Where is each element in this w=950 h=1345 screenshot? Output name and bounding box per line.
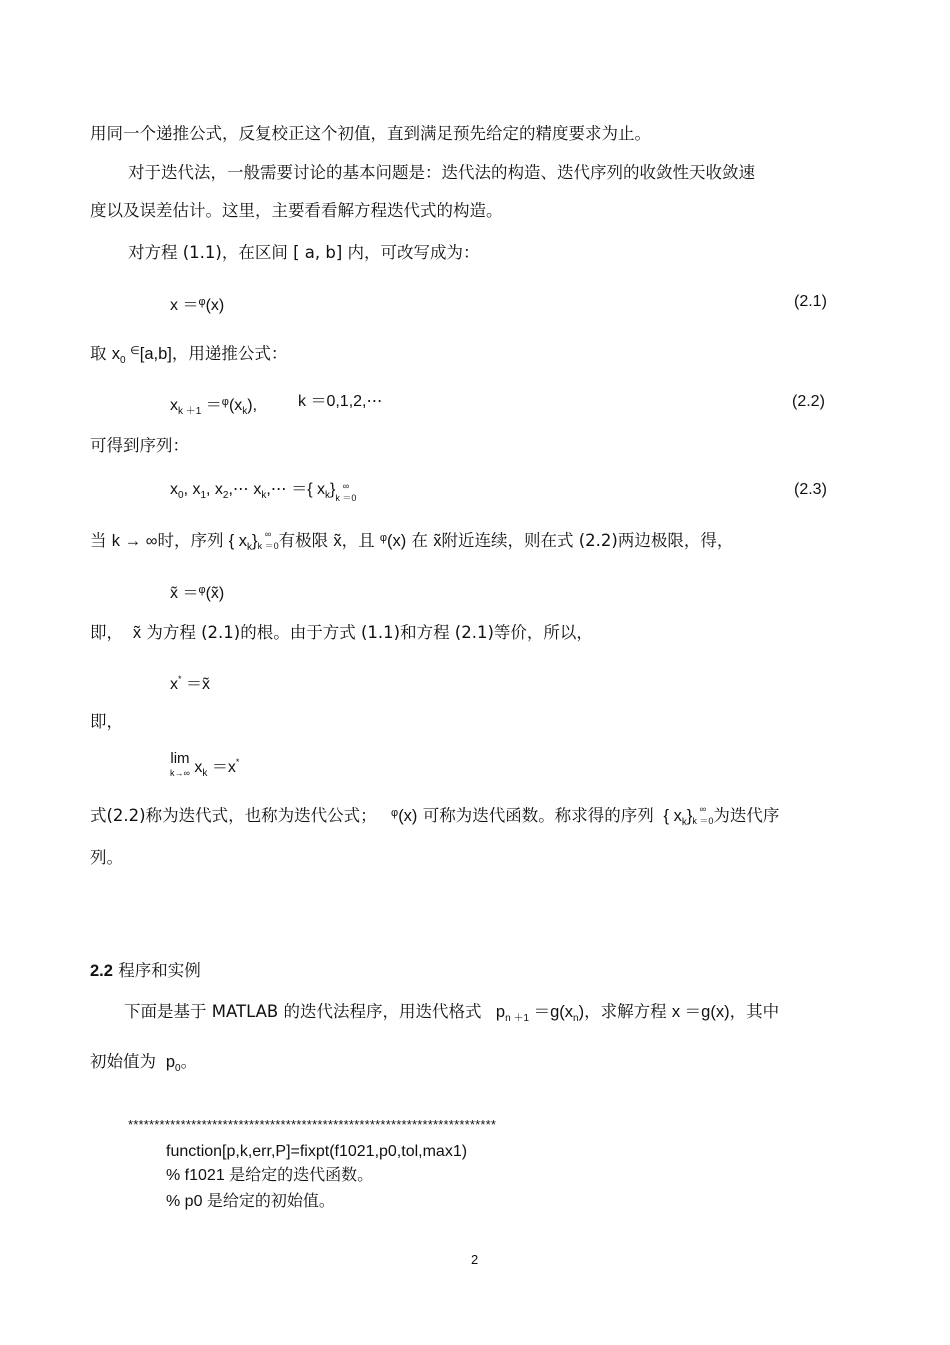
equation-2-3: $x_0$, $x_1$, $x_2,\cdots$ $x_k,\cdots$ ＝{ $x_k$} ∞ k ＝0 [170,481,357,503]
intro-d: 初始值为 [90,1052,156,1071]
section-number: 2.2 [90,962,113,980]
section-heading [90,961,201,981]
def-mid: 可称为迭代函数。称求得的序列 [422,806,654,825]
equation-number: (2.1) [794,293,827,310]
def-prefix: 式(2.2)称为迭代式，也称为迭代公式； [90,806,377,825]
paragraph-line: 对于迭代法，一般需要讨论的基本问题是：迭代法的构造、迭代序列的收敛性天收敛速 [128,163,755,182]
paragraph-line: 即， [90,712,123,731]
when-mid1: 时，序列 [157,531,224,550]
paragraph-line: 对方程 (1.1)，在区间 [ a, b] 内，可改写成为： [128,243,480,262]
limit-statement: 当 k → ∞时，序列 { $x_k$} ∞ k ＝0 有极限 x̃，且 $^\varphi$(x) 在 x̃附近连续，则在式 (2.2)两边极限，得， [90,529,734,553]
paragraph-line: 可得到序列： [90,436,189,455]
equation-number: (2.2) [792,393,825,410]
code-line: % p0 是给定的初始值。 [166,1193,335,1210]
when-mid4: 在 [411,531,428,550]
when-mid2: 有极限 [278,531,329,550]
initial-value-line: 初始值为 $p_0$。 [90,1052,198,1074]
code-line: % f1021 是给定的迭代函数。 [166,1167,374,1184]
paragraph-line: 列。 [90,848,123,867]
page-number: 2 [471,1252,479,1267]
equation-2-1: x ＝$^\varphi$(x) [170,296,225,314]
intro-c: ，其中 [729,1002,780,1021]
intro-b: ，求解方程 [584,1002,667,1021]
code-line: function[p,k,err,P]=fixpt(f1021,p0,tol,max1) [166,1143,468,1160]
take-x0-line: 取 $x_0$ ∈[a,b]，用递推公式： [90,344,288,366]
root-statement: 即， x̃ 为方程 (2.1)的根。由于方式 (1.1)和方程 (2.1)等价，所以， [90,623,593,642]
take-suffix: ，用递推公式： [171,344,288,363]
code-separator: ********************************************************************** [128,1117,497,1132]
section-title: 程序和实例 [118,961,201,980]
equation-2-2: $x_{k +1} =^\varphi(x_k)$, [170,396,258,417]
paragraph-line: 度以及误差估计。这里，主要看看解方程迭代式的构造。 [90,201,503,220]
when-mid3: ，且 [341,531,375,550]
equation-number: (2.3) [794,481,827,498]
def-suffix: 为迭代序 [713,806,780,825]
intro-a: 下面是基于 MATLAB 的迭代法程序，用迭代格式 [124,1002,482,1021]
when-suffix: 附近连续，则在式 (2.2)两边极限，得， [441,531,734,550]
limit-equation: lim k→∞ $x_k =x^*$ [170,750,240,779]
paragraph-line: 用同一个递推公式，反复校正这个初值，直到满足预先给定的精度要求为止。 [90,124,651,143]
k-range: k ＝0,1,2,⋯ [298,393,383,410]
definition-line: 式(2.2)称为迭代式，也称为迭代公式； $^\varphi$(x) 可称为迭代函数。称求得的序列 { $x_k$} ∞ k ＝0 为迭代序 [90,804,780,828]
fixed-point-equation: x̃ ＝$^\varphi$(x̃) [170,584,225,602]
ie1-prefix: 即， [90,623,123,642]
take-prefix: 取 [90,344,107,363]
ie1-suffix: 为方程 (2.1)的根。由于方式 (1.1)和方程 (2.1)等价，所以， [146,623,593,642]
root-equation: x* ＝x̃ [170,674,210,693]
when-prefix: 当 [90,531,107,550]
section-intro: 下面是基于 MATLAB 的迭代法程序，用迭代格式 $p_{n +1} =g(x_n)$，求解方程 x ＝g(x)，其中 [124,1002,780,1024]
